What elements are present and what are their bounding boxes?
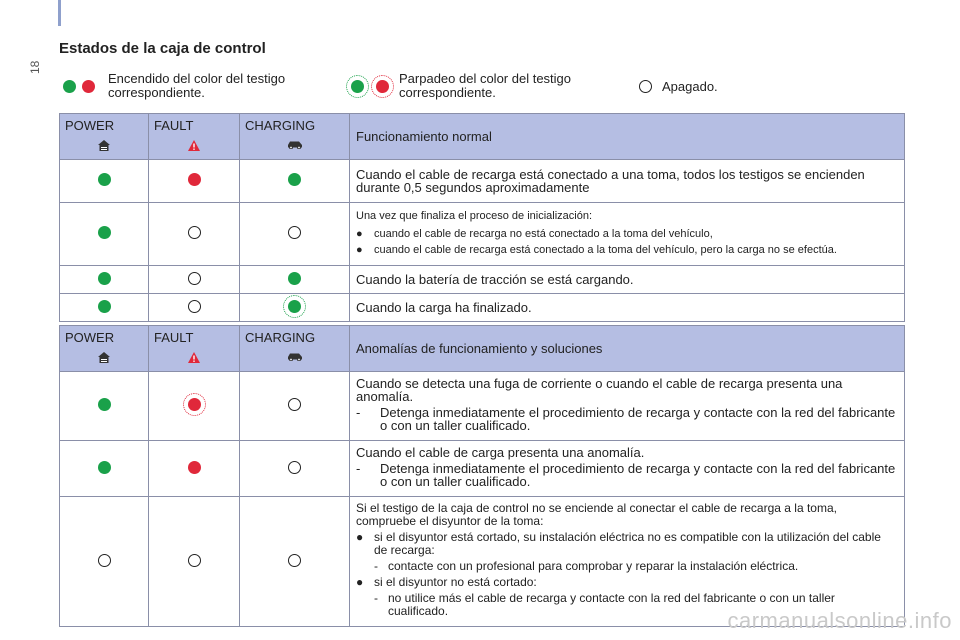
fault-cell xyxy=(149,497,240,627)
power-label: POWER xyxy=(65,118,115,133)
power-header xyxy=(60,326,149,372)
dash-icon: - xyxy=(356,405,361,420)
car-icon xyxy=(240,352,349,364)
charging-cell xyxy=(240,441,350,497)
off-led-icon xyxy=(639,80,652,93)
charging-cell xyxy=(240,203,350,266)
bullet-icon: ● xyxy=(356,530,364,544)
home-icon xyxy=(60,140,148,154)
table-row xyxy=(60,266,905,294)
car-icon xyxy=(240,140,349,152)
off-led-icon xyxy=(288,554,301,567)
sub-dash-item xyxy=(374,560,896,573)
off-led-icon xyxy=(188,554,201,567)
page-side-bar xyxy=(58,0,61,26)
fault-cell xyxy=(149,266,240,294)
bullet-text: si el disyuntor está cortado, su instalación eléctrica no es compatible con la utilización del cable de recarga: xyxy=(374,530,881,557)
green-blinking-led-icon xyxy=(288,300,301,313)
row-description xyxy=(350,441,905,497)
bullet-icon: ● xyxy=(356,575,364,589)
off-led-icon xyxy=(288,461,301,474)
off-led-icon xyxy=(188,226,201,239)
dash-text: no utilice más el cable de recarga y contacte con la red del fabricante o con un taller cualificado. xyxy=(388,591,835,618)
charging-cell xyxy=(240,266,350,294)
anomalies-table xyxy=(59,325,905,627)
bullet-icon: ● xyxy=(356,228,363,240)
dash-item xyxy=(356,406,896,432)
dash-text: Detenga inmediatamente el procedimiento de recarga y contacte con la red del fabricante o con un taller cualificado. xyxy=(380,461,896,489)
watermark: carmanualsonline.info xyxy=(727,608,952,633)
warning-icon xyxy=(149,352,239,366)
row-description xyxy=(350,372,905,441)
red-blinking-led-icon xyxy=(188,398,201,411)
row-intro: Una vez que finaliza el proceso de inicialización: xyxy=(356,210,593,222)
off-led-icon xyxy=(98,554,111,567)
green-led-icon xyxy=(98,173,111,186)
green-led-icon xyxy=(98,272,111,285)
power-cell xyxy=(60,441,149,497)
charging-cell xyxy=(240,497,350,627)
green-led-icon xyxy=(98,398,111,411)
red-blinking-led-icon xyxy=(376,80,389,93)
table-header-row xyxy=(60,326,905,372)
row-text: Cuando el cable de carga presenta una anomalía. xyxy=(356,445,645,460)
normal-operation-table xyxy=(59,113,905,322)
red-led-icon xyxy=(82,80,95,93)
bullet-text: cuando el cable de recarga está conectado a la toma del vehículo, pero la carga no se efectúa. xyxy=(374,244,837,256)
table-row xyxy=(60,203,905,266)
green-led-icon xyxy=(98,300,111,313)
charging-cell xyxy=(240,294,350,322)
row-description: Cuando la batería de tracción se está cargando. xyxy=(350,266,905,294)
green-led-icon xyxy=(98,461,111,474)
bullet-item xyxy=(356,576,896,589)
row-description: Cuando el cable de recarga está conectado a una toma, todos los testigos se encienden durante 0,5 segundos aproximadamente xyxy=(350,160,905,203)
charging-header xyxy=(240,114,350,160)
red-led-icon xyxy=(188,173,201,186)
table-row xyxy=(60,294,905,322)
fault-cell xyxy=(149,294,240,322)
row-text: Cuando se detecta una fuga de corriente o cuando el cable de recarga presenta una anomalía. xyxy=(356,376,843,404)
power-cell xyxy=(60,203,149,266)
legend-blink-text: Parpadeo del color del testigo correspondiente. xyxy=(399,71,572,100)
bullet-item xyxy=(356,228,896,241)
fault-cell xyxy=(149,441,240,497)
power-header xyxy=(60,114,149,160)
warning-icon xyxy=(149,140,239,154)
row-description xyxy=(350,497,905,627)
table-row xyxy=(60,160,905,203)
charging-cell xyxy=(240,372,350,441)
power-label: POWER xyxy=(65,330,115,345)
page-number: 18 xyxy=(28,60,42,74)
legend-on-text: Encendido del color del testigo correspondiente. xyxy=(108,71,286,100)
bullet-item xyxy=(356,531,896,557)
green-led-icon xyxy=(288,173,301,186)
power-cell xyxy=(60,372,149,441)
power-cell xyxy=(60,294,149,322)
off-led-icon xyxy=(188,300,201,313)
dash-icon: - xyxy=(356,461,361,476)
green-blinking-led-icon xyxy=(351,80,364,93)
table-row xyxy=(60,497,905,627)
dash-icon: - xyxy=(374,559,378,573)
green-led-icon xyxy=(98,226,111,239)
row-description: Cuando la carga ha finalizado. xyxy=(350,294,905,322)
section-title: Estados de la caja de control xyxy=(59,40,266,57)
bullet-item xyxy=(356,244,896,257)
power-cell xyxy=(60,266,149,294)
bullet-text: cuando el cable de recarga no está conectado a la toma del vehículo, xyxy=(374,228,713,240)
fault-cell xyxy=(149,372,240,441)
charging-label: CHARGING xyxy=(245,330,316,345)
dash-icon: - xyxy=(374,591,378,605)
legend-on-dots xyxy=(63,80,95,93)
table-header-row xyxy=(60,114,905,160)
table-row xyxy=(60,441,905,497)
charging-label: CHARGING xyxy=(245,118,316,133)
legend-off-dot xyxy=(639,80,652,93)
charging-header xyxy=(240,326,350,372)
fault-header xyxy=(149,326,240,372)
row-description xyxy=(350,203,905,266)
fault-cell xyxy=(149,203,240,266)
fault-cell xyxy=(149,160,240,203)
fault-label: FAULT xyxy=(154,330,194,345)
power-cell xyxy=(60,497,149,627)
green-led-icon xyxy=(63,80,76,93)
dash-item xyxy=(356,462,896,488)
legend-off-text: Apagado. xyxy=(662,79,718,94)
description-header: Funcionamiento normal xyxy=(350,114,905,160)
legend-blink-dots xyxy=(351,80,389,93)
bullet-text: si el disyuntor no está cortado: xyxy=(374,575,537,589)
off-led-icon xyxy=(288,398,301,411)
red-led-icon xyxy=(188,461,201,474)
table-row xyxy=(60,372,905,441)
green-led-icon xyxy=(288,272,301,285)
dash-text: contacte con un profesional para comprobar y reparar la instalación eléctrica. xyxy=(388,559,799,573)
off-led-icon xyxy=(188,272,201,285)
dash-text: Detenga inmediatamente el procedimiento de recarga y contacte con la red del fabricante o con un taller cualificado. xyxy=(380,405,896,433)
home-icon xyxy=(60,352,148,366)
fault-header xyxy=(149,114,240,160)
bullet-icon: ● xyxy=(356,244,363,256)
charging-cell xyxy=(240,160,350,203)
description-header: Anomalías de funcionamiento y soluciones xyxy=(350,326,905,372)
fault-label: FAULT xyxy=(154,118,194,133)
row-intro: Si el testigo de la caja de control no se enciende al conectar el cable de recarga a la toma, compruebe el disyuntor de la toma: xyxy=(356,501,837,528)
off-led-icon xyxy=(288,226,301,239)
power-cell xyxy=(60,160,149,203)
